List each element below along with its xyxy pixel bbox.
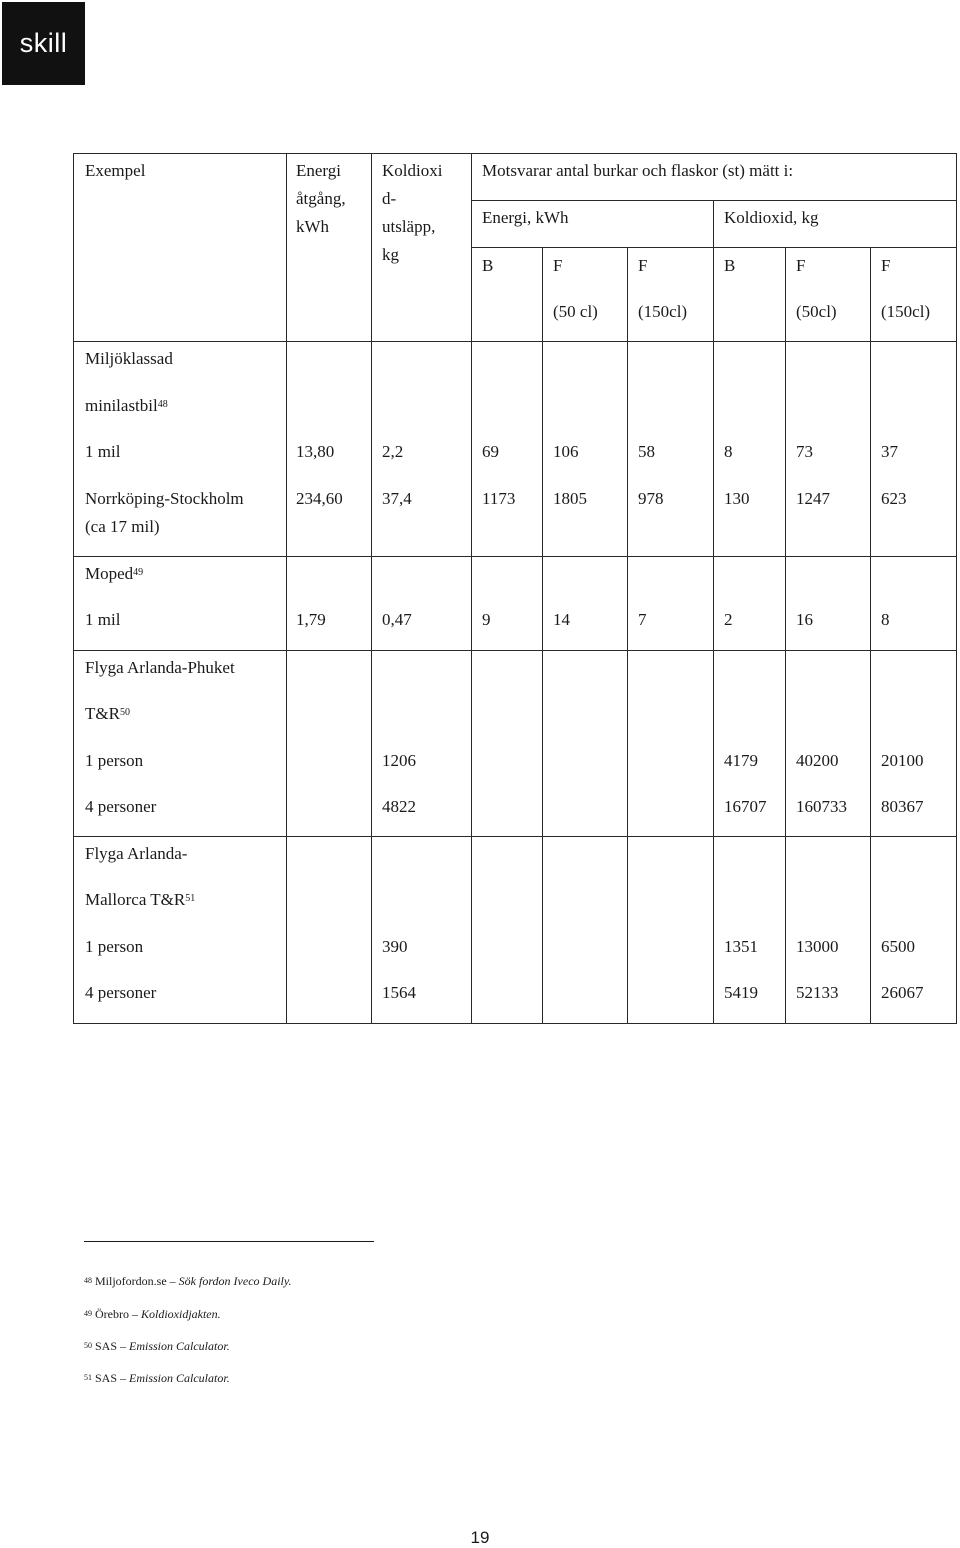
row-label: 1 person [85, 751, 144, 770]
header-sub-f2: F [638, 256, 648, 275]
cell-f150-koldioxid: 6500 [881, 937, 915, 956]
cell-b-energi: 1173 [482, 489, 516, 508]
cell-energi: 1,79 [296, 610, 326, 629]
row-label: 1 mil [85, 442, 121, 461]
footnote-ref-51: 51 [185, 893, 196, 904]
header-sub-line [471, 247, 957, 248]
header-koldioxid-l4: kg [382, 245, 399, 264]
cell-f50-koldioxid: 40200 [796, 751, 839, 770]
cell-f150-koldioxid: 37 [881, 442, 898, 461]
footnote-ref-49: 49 [133, 567, 144, 578]
cell-f50-energi: 14 [553, 610, 570, 629]
cell-f150-energi: 58 [638, 442, 655, 461]
col-line-5 [627, 247, 628, 1024]
header-koldioxid-l2: d- [382, 189, 397, 208]
row-label: Norrköping-Stockholm [85, 489, 244, 508]
cell-f50-koldioxid: 16 [796, 610, 813, 629]
row-label: 1 person [85, 937, 144, 956]
cell-f50-koldioxid: 1247 [796, 489, 830, 508]
col-line-6 [713, 200, 714, 1024]
section-title-mallorca-l2: Mallorca $T\&R^{51}$ [85, 890, 196, 909]
header-koldioxid-l1: Koldioxi [382, 161, 443, 180]
col-line-1 [286, 153, 287, 1024]
cell-b-koldioxid: 5419 [724, 983, 758, 1002]
footnote-49: $^{49}$ Örebro – Koldioxidjakten. [84, 1307, 221, 1321]
row-label: 4 personer [85, 797, 157, 816]
row-label: 1 mil [85, 610, 121, 629]
header-sub-f1: F [553, 256, 563, 275]
cell-f50-koldioxid: 13000 [796, 937, 839, 956]
cell-koldioxid: 1206 [382, 751, 416, 770]
cell-koldioxid: 37,4 [382, 489, 412, 508]
cell-koldioxid: 2,2 [382, 442, 404, 461]
table-border-top [73, 153, 957, 154]
cell-b-koldioxid: 130 [724, 489, 750, 508]
col-line-4 [542, 247, 543, 1024]
header-energi-line [471, 200, 957, 201]
cell-koldioxid: 1564 [382, 983, 416, 1002]
row-label: 4 personer [85, 983, 157, 1002]
cell-f150-koldioxid: 20100 [881, 751, 924, 770]
header-sub2-f4: (150cl) [881, 302, 931, 321]
footnote-50: $^{50}$ SAS – Emission Calculator. [84, 1339, 230, 1353]
cell-koldioxid: 390 [382, 937, 408, 956]
header-energi-l1: Energi [296, 161, 342, 180]
table-border-right [956, 153, 957, 1024]
row-label-line2: (ca 17 mil) [85, 517, 160, 536]
footnote-48: $^{48}$ Miljofordon.se – Sök fordon Iveco Daily. [84, 1274, 292, 1288]
footnote-51: $^{51}$ SAS – Emission Calculator. [84, 1371, 230, 1385]
section-title-phuket-l1: Flyga Arlanda-Phuket [85, 658, 235, 677]
cell-b-koldioxid: 2 [724, 610, 733, 629]
cell-b-koldioxid: 8 [724, 442, 733, 461]
header-motsvarar: Motsvarar antal burkar och flaskor (st) mätt i: [482, 161, 794, 180]
cell-koldioxid: 4822 [382, 797, 416, 816]
cell-f150-energi: 978 [638, 489, 664, 508]
header-sub2-f3: (50cl) [796, 302, 837, 321]
section-title-mallorca-l1: Flyga Arlanda- [85, 844, 188, 863]
header-energi-kwh: Energi, kWh [482, 208, 569, 227]
col-line-3 [471, 153, 472, 1024]
col-line-7 [785, 247, 786, 1024]
cell-f150-energi: 7 [638, 610, 647, 629]
cell-b-energi: 9 [482, 610, 491, 629]
header-bottom-line [73, 341, 957, 342]
cell-energi: 234,60 [296, 489, 343, 508]
cell-f150-koldioxid: 623 [881, 489, 907, 508]
header-koldioxid-kg: Koldioxid, kg [724, 208, 819, 227]
footnote-ref-50: 50 [119, 707, 130, 718]
header-sub2-f1: (50 cl) [553, 302, 598, 321]
header-koldioxid-l3: utsläpp, [382, 217, 436, 236]
cell-f50-koldioxid: 52133 [796, 983, 839, 1002]
table-border-left [73, 153, 74, 1024]
header-sub-b1: B [482, 256, 494, 275]
cell-b-energi: 69 [482, 442, 499, 461]
cell-f150-koldioxid: 26067 [881, 983, 924, 1002]
header-exempel: Exempel [85, 161, 146, 180]
cell-energi: 13,80 [296, 442, 335, 461]
table-border-bottom [73, 1023, 957, 1024]
section-title-moped: Moped$^{49}$ [85, 564, 144, 583]
footnote-separator [84, 1241, 374, 1242]
cell-f150-koldioxid: 80367 [881, 797, 924, 816]
footnote-ref-48: 48 [157, 399, 168, 410]
col-line-2 [371, 153, 372, 1024]
header-sub-b2: B [724, 256, 736, 275]
skill-logo: skill [2, 2, 85, 85]
col-line-8 [870, 247, 871, 1024]
header-sub-f3: F [796, 256, 806, 275]
cell-b-koldioxid: 1351 [724, 937, 758, 956]
header-energi-l3: kWh [296, 217, 330, 236]
cell-f50-energi: 106 [553, 442, 579, 461]
page-number: 19 [470, 1528, 490, 1547]
header-sub2-f2: (150cl) [638, 302, 688, 321]
section-title-minilastbil-l1: Miljöklassad [85, 349, 173, 368]
cell-f150-koldioxid: 8 [881, 610, 890, 629]
cell-f50-energi: 1805 [553, 489, 587, 508]
cell-b-koldioxid: 16707 [724, 797, 767, 816]
cell-koldioxid: 0,47 [382, 610, 412, 629]
header-sub-f4: F [881, 256, 891, 275]
section-title-minilastbil-l2: minilastbil$^{48}$ [85, 396, 168, 415]
section-line-2 [73, 650, 957, 651]
section-line-3 [73, 836, 957, 837]
cell-b-koldioxid: 4179 [724, 751, 758, 770]
section-line-1 [73, 556, 957, 557]
cell-f50-koldioxid: 160733 [796, 797, 847, 816]
section-title-phuket-l2: $T\&R^{50}$ [85, 704, 130, 723]
header-energi-l2: åtgång, [296, 189, 346, 208]
cell-f50-koldioxid: 73 [796, 442, 813, 461]
